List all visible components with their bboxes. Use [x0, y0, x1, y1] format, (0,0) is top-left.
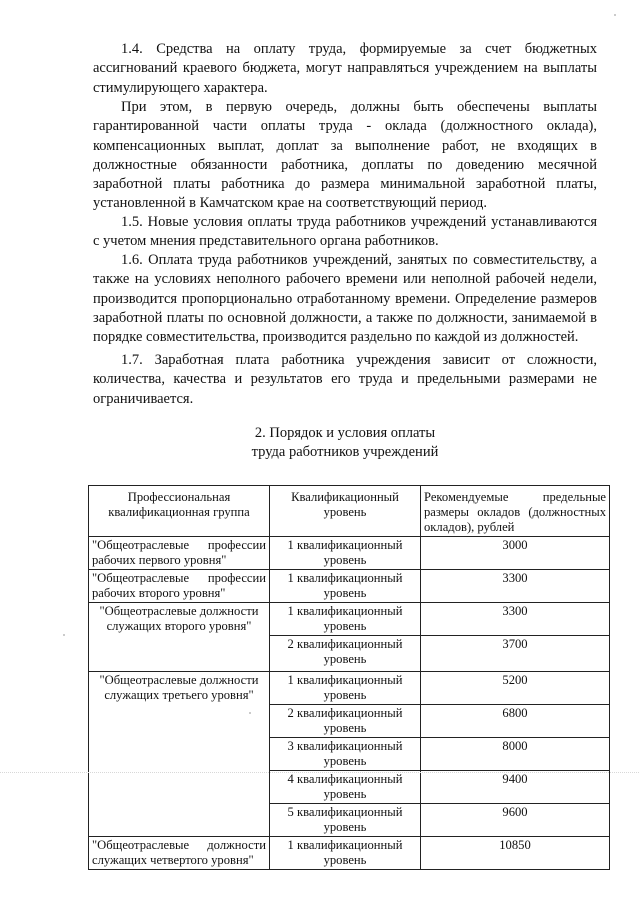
- group-cell: "Общеотраслевые должности служащих второго уровня": [89, 603, 270, 672]
- salary-table: [88, 485, 610, 870]
- level-cell: 4 квалификационный уровень: [270, 771, 421, 804]
- level-cell: 1 квалификационный уровень: [270, 603, 421, 636]
- salary-cell: 9400: [421, 771, 610, 804]
- table-header-row: [89, 486, 610, 537]
- salary-cell: 10850: [421, 837, 610, 870]
- group-cell: "Общеотраслевые должности служащих четвертого уровня": [89, 837, 270, 870]
- scan-speck: [63, 634, 65, 636]
- salary-cell: 3000: [421, 537, 610, 570]
- header-level: Квалификационный уровень: [270, 486, 421, 537]
- level-cell: 3 квалификационный уровень: [270, 738, 421, 771]
- level-cell: 2 квалификационный уровень: [270, 705, 421, 738]
- paragraph-1-6: 1.6. Оплата труда работников учреждений, занятых по совместительству, а также на условиях неполного рабочего времени или неполной рабочей недели, производится пропорционально отработанному времени. Определение размеров заработной платы по основной должности, а также по должности, занимаемой в порядке совместительства, производится раздельно по каждой из должностей.: [93, 252, 597, 346]
- section-heading-line-1: 2. Порядок и условия оплаты: [254, 425, 436, 441]
- group-cell: "Общеотраслевые профессии рабочих первого уровня": [89, 537, 270, 570]
- level-cell: 1 квалификационный уровень: [270, 837, 421, 870]
- table-row: [89, 837, 610, 870]
- paragraph-priority: При этом, в первую очередь, должны быть обеспечены выплаты гарантированной части оплаты труда - оклада (должностного оклада), компенсационных выплат, доплат за выполнение работ, не входящих в должностные обязанности работника, доплаты по доведению месячной заработной платы работника до размера минимальной заработной платы, установленной в Камчатском крае на соответствующий период.: [93, 99, 597, 212]
- salary-cell: 3300: [421, 570, 610, 603]
- level-cell: 2 квалификационный уровень: [270, 636, 421, 672]
- header-group: Профессиональная квалификационная группа: [89, 486, 270, 537]
- scan-fold-line: [0, 772, 639, 773]
- group-cell: "Общеотраслевые профессии рабочих второго уровня": [89, 570, 270, 603]
- section-heading-line-2: труда работников учреждений: [251, 444, 439, 460]
- paragraph-1-7: 1.7. Заработная плата работника учреждения зависит от сложности, количества, качества и результатов его труда и предельными размерами не ограничивается.: [93, 352, 597, 407]
- paragraph-1-4: 1.4. Средства на оплату труда, формируемые за счет бюджетных ассигнований краевого бюджета, могут направляться учреждением на выплаты стимулирующего характера.: [93, 41, 597, 96]
- table-row: [89, 570, 610, 603]
- salary-cell: 5200: [421, 672, 610, 705]
- header-salary: Рекомендуемые предельные размеры окладов (должностных окладов), рублей: [421, 486, 610, 537]
- table-row: [89, 603, 610, 636]
- salary-cell: 6800: [421, 705, 610, 738]
- table-row: [89, 537, 610, 570]
- salary-cell: 8000: [421, 738, 610, 771]
- salary-cell: 3700: [421, 636, 610, 672]
- salary-cell: 9600: [421, 804, 610, 837]
- level-cell: 1 квалификационный уровень: [270, 537, 421, 570]
- group-cell: "Общеотраслевые должности служащих третьего уровня": [89, 672, 270, 837]
- scan-speck: [249, 712, 251, 714]
- scan-speck: [614, 14, 616, 16]
- paragraph-1-5: 1.5. Новые условия оплаты труда работников учреждений устанавливаются с учетом мнения представительного органа работников.: [93, 214, 597, 250]
- level-cell: 1 квалификационный уровень: [270, 672, 421, 705]
- salary-cell: 3300: [421, 603, 610, 636]
- level-cell: 5 квалификационный уровень: [270, 804, 421, 837]
- level-cell: 1 квалификационный уровень: [270, 570, 421, 603]
- table-row: [89, 672, 610, 705]
